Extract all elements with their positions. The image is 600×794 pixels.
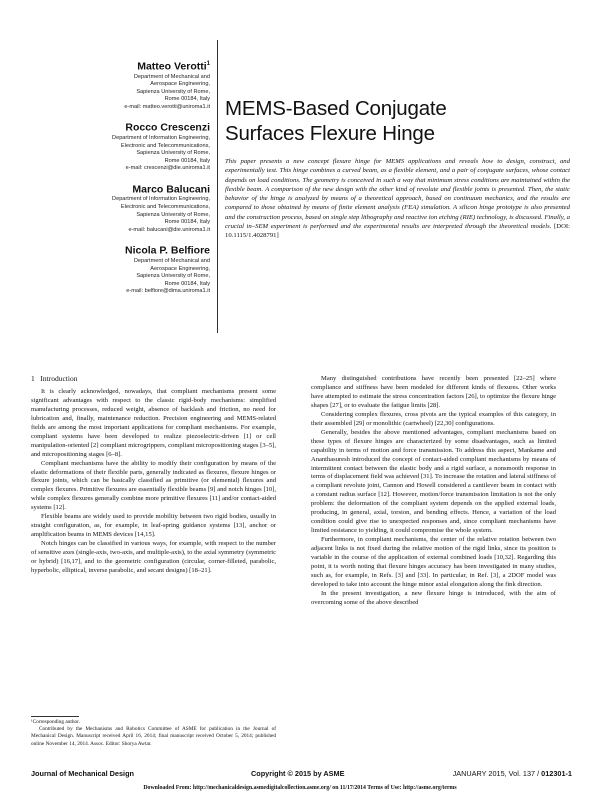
author-affiliation-line: Aerospace Engineering, bbox=[150, 265, 210, 272]
author-affiliation-line: Electronic and Telecommunications, bbox=[120, 142, 210, 149]
author-entry bbox=[100, 181, 210, 234]
author-affiliation-line: Rome 00184, Italy bbox=[164, 219, 210, 226]
author-affiliation-line: Department of Mechanical and bbox=[133, 73, 210, 80]
footnote bbox=[31, 719, 276, 748]
author-entry bbox=[100, 58, 210, 111]
body-column-right bbox=[311, 375, 556, 608]
title-line-2: Surfaces Flexure Hinge bbox=[225, 122, 435, 145]
author-name-text: Rocco Crescenzi bbox=[125, 121, 210, 134]
author-name-text: Marco Balucani bbox=[132, 183, 210, 196]
author-affiliation-line: Sapienza University of Rome, bbox=[136, 88, 210, 95]
section-title: Introduction bbox=[40, 374, 78, 383]
body-paragraph: Furthermore, in compliant mechanisms, the center of the relative rotation between two adjacent links is not fixed during the relative motion of the rigid links, since its position is variable in the course of the application of external combined loads [10,32]. Regarding this point, it is worth noting that flexure hinges accuracy has been investigated in many studies, such as, for example, in Refs. [3] and [33]. In particular, in Ref. [3], a 2DOF model was developed to take into account the hinge minor axial elongation along the fink direction. bbox=[311, 536, 556, 588]
author-email[interactable]: e-mail: balucani@die.uniroma1.it bbox=[128, 226, 210, 233]
author-affiliation-line: Sapienza University of Rome, bbox=[136, 211, 210, 218]
body-paragraph: Flexible beams are widely used to provide mobility between two rigid bodies, usually in straight configuration, as, for example, in leaf-spring guidance systems [13], anchor or amplification beams in MEMS devices [14,15]. bbox=[31, 513, 276, 539]
body-paragraph: Many distinguished contributions have recently been presented [22–25] where compliance and stiffness have been modeled for different kinds of flexures. Other works have attempted to estimate the stress concentration factors [26], to optimize the flexure hinge shapes [27], or to evaluate the fatigue limits [28]. bbox=[311, 375, 556, 409]
body-paragraph: In the present investigation, a new flexure hinge is introduced, with the aim of overcoming some of the above described bbox=[311, 589, 556, 606]
issue-date: JANUARY 2015, Vol. 137 / bbox=[452, 769, 542, 778]
author-email[interactable]: e-mail: belfiore@dima.uniroma1.it bbox=[126, 288, 210, 295]
footnote-rule bbox=[31, 716, 79, 717]
author-email[interactable]: e-mail: crescenzi@die.uniroma1.it bbox=[125, 165, 210, 172]
author-entry bbox=[100, 242, 210, 295]
left-paragraphs bbox=[31, 388, 276, 576]
page-number: 012301-1 bbox=[541, 769, 572, 778]
author-affiliation-line: Aerospace Engineering, bbox=[150, 81, 210, 88]
right-paragraphs bbox=[311, 375, 556, 608]
author-name bbox=[100, 242, 210, 258]
footnote-received: Contributed by the Mechanisms and Robotics Committee of ASME for publication in the Journal of Mechanical Design. Manuscript received April 16, 2014; final manuscript received October 5, 2014; published online November 14, 2014. Assoc. Editor: Shorya Awtar. bbox=[31, 726, 276, 747]
author-affiliation-line: Department of Information Engineering, bbox=[112, 134, 210, 141]
author-block bbox=[100, 58, 210, 304]
section-number: 1 bbox=[31, 374, 35, 383]
body-paragraph: Compliant mechanisms have the ability to modify their configuration by means of the elastic deformations of their flexible parts, generally indicated as flexures, flexure hinges or flexure joints, which can be basically classified as primitive (or elemental) flexures and complex flexures. Primitive flexures are essentially flexible beams [9] and notch hinges [10], while complex flexures generally combine more primitive flexures [11] and/or contact-aided systems [12]. bbox=[31, 459, 276, 512]
author-name bbox=[100, 58, 210, 74]
footnote-corresponding: ¹Corresponding author. bbox=[31, 719, 80, 725]
author-affiliation-line: Rome 00184, Italy bbox=[164, 280, 210, 287]
abstract-text: This paper presents a new concept flexure hinge for MEMS applications and reveals how to design, construct, and experimentally test. This hinge combines a curved beam, as a flexible element, and a pair of conjugate surfaces, whose contact depends on load conditions. The geometry is conceived in such a way that minimum stress conditions are maintained within the flexible beam. A comparison of the new design with the other kind of revolute and flexible joints is presented. Then, the static behavior of the hinge is analyzed by means of a theoretical approach, based on continuum mechanics, and the results are compared to those obtained by means of finite element analysis (FEA) simulation. A silicon hinge prototype is also presented and the construction process, based on single step lithography and reactive ion etching (RIE) technology, is discussed. Finally, a crucial in–SEM experiment is performed and the experimental results are interpreted through the theoretical models. bbox=[225, 158, 570, 231]
journal-name: Journal of Mechanical Design bbox=[31, 769, 134, 778]
author-name-text: Nicola P. Belfiore bbox=[124, 244, 210, 257]
author-email[interactable]: e-mail: matteo.verotti@uniroma1.it bbox=[124, 103, 210, 110]
body-paragraph: Considering complex flexures, cross pivots are the typical examples of this category, in their assembled [29] or monolithic (cartwheel) [22,30] configurations. bbox=[311, 410, 556, 427]
author-affiliation-line: Department of Mechanical and bbox=[133, 257, 210, 264]
author-entry bbox=[100, 119, 210, 172]
author-affiliation-line: Rome 00184, Italy bbox=[164, 96, 210, 103]
author-name bbox=[100, 119, 210, 135]
volume-info bbox=[453, 769, 572, 778]
abstract bbox=[225, 157, 570, 241]
paper-title bbox=[225, 96, 555, 146]
doi-link[interactable]: [DOI: 10.1115/1.4028791] bbox=[225, 223, 571, 240]
author-affiliation-line: Sapienza University of Rome, bbox=[136, 273, 210, 280]
author-footnote-marker: 1 bbox=[206, 61, 210, 67]
author-affiliation-line: Rome 00184, Italy bbox=[164, 157, 210, 164]
copyright-notice: Copyright © 2015 by ASME bbox=[251, 769, 345, 778]
body-paragraph: Notch hinges can be classified in various ways, for example, with respect to the number of sensitive axes (single-axis, two-axis, and multiple-axis), to the axial symmetry (symmetric or hybrid) [16,17], and to the geometric configuration (circular, corner-filleted, parabolic, hyperbolic, elliptical, inverse parabolic, and secant designs) [18–21]. bbox=[31, 540, 276, 575]
author-name bbox=[100, 181, 210, 197]
author-affiliation-line: Sapienza University of Rome, bbox=[136, 150, 210, 157]
author-affiliation-line: Electronic and Telecommunications, bbox=[120, 204, 210, 211]
body-paragraph: Generally, besides the above mentioned advantages, compliant mechanisms based on these types of flexure hinges are characterized by some disadvantages, such as limited capability in terms of motion and force transmission. To address this aspect, Mankame and Ananthasuresh introduced the concept of contact-aided compliant mechanisms by means of intermittent contact between the elastic body and a rigid surface, a nonsmooth response in terms of displacement field was achieved [31]. To increase the rotation and lateral stiffness of a compliant revolute joint, Cannon and Howell considered a cantilever beam in contact with a constant radius surface [12]. However, motion/force transmission limitation is not the only problem: the deformation of the compliant system depends on the applied external loads, producing, in general, axial, torsion, and bending effects. Hence, a variation of the load condition could give rise to unexpected responses and, since compliant mechanisms have limited resistance to yielding, it could compromise the whole system. bbox=[311, 428, 556, 535]
author-affiliation-line: Department of Information Engineering, bbox=[112, 196, 210, 203]
vertical-divider bbox=[217, 40, 218, 333]
title-line-1: MEMS-Based Conjugate bbox=[225, 97, 447, 120]
section-heading bbox=[31, 375, 276, 384]
download-notice[interactable]: Downloaded From: http://mechanicaldesign.asmedigitalcollection.asme.org/ on 11/17/2014 Terms of Use: http://asme.org/terms bbox=[143, 785, 457, 791]
author-name-text: Matteo Verotti bbox=[137, 60, 207, 73]
body-column-left bbox=[31, 375, 276, 576]
page-footer bbox=[31, 769, 572, 781]
body-paragraph: It is clearly acknowledged, nowadays, that compliant mechanisms present some significant advantages with respect to the classic rigid-body mechanisms: simplified manufacturing processes, reduced weight, absence of backlash and friction, no need for lubrication and, finally, maintenance reduction. Precision engineering and MEMS-related fields are among the most important applications for compliant mechanisms. For example, compliant systems have been developed to realize piezoelectric-driven [1] or cell manipulation-oriented [2] compliant microgrippers, compliant micropositioning stages [3–5], and micropositioning stages [6–8]. bbox=[31, 387, 276, 458]
